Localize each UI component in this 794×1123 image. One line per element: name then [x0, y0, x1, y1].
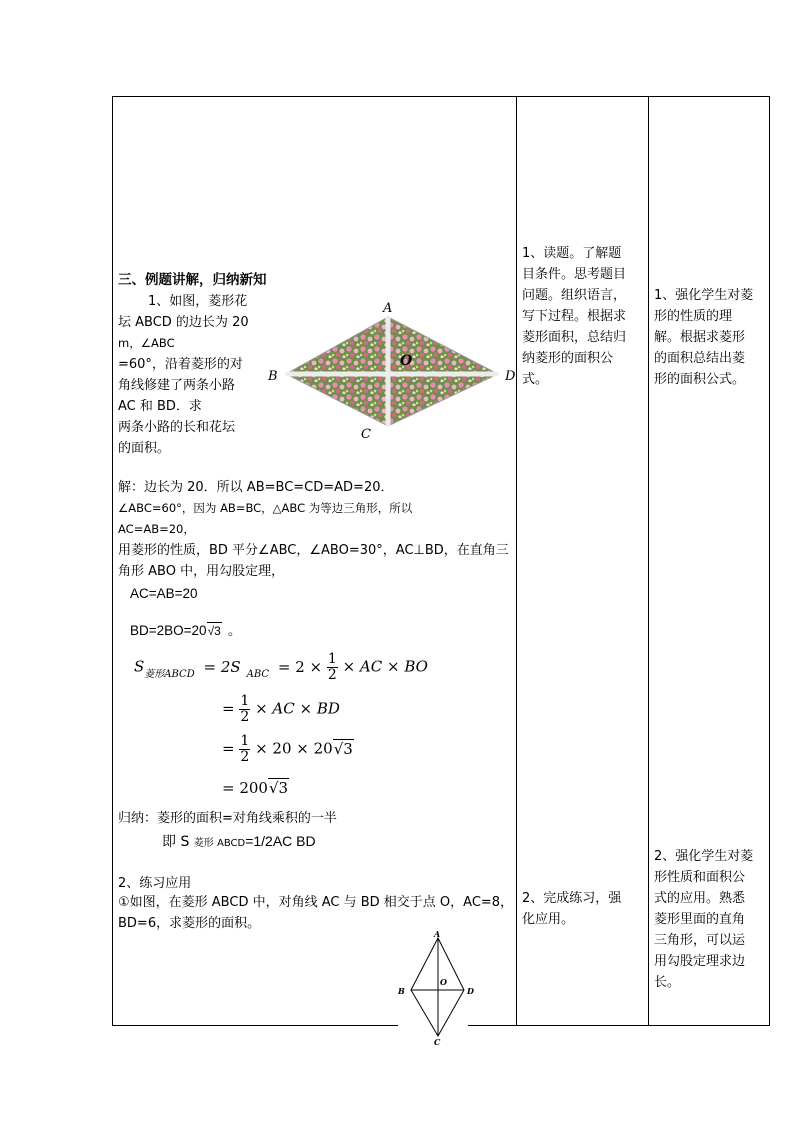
vertex-label-c: C [361, 427, 371, 442]
solution-line-4: 用菱形的性质，BD 平分∠ABC，∠ABO=30°，AC⊥BD，在直角三 [118, 543, 509, 558]
eq1-fraction [327, 652, 338, 683]
design-intent-line: 的面积总结出菱 [654, 351, 746, 366]
design-intent-line: 菱形里面的直角 [654, 912, 746, 927]
solution-line-1: 解：边长为 20．所以 AB=BC=CD=AD=20． [118, 480, 394, 495]
practice-title: 2、练习应用 [118, 876, 192, 891]
vertex-label-b: B [268, 369, 278, 384]
eq1-s: S [134, 657, 145, 676]
eq1-denominator: 2 [327, 667, 337, 683]
eq1-subscript: 菱形ABCD [144, 668, 195, 680]
problem-1-line: 1、如图，菱形花 [148, 294, 248, 309]
eq3-fraction [239, 734, 250, 765]
eq2-rest: × AC × BD [255, 699, 340, 718]
eq1-rhs-2: × AC × BO [342, 657, 428, 676]
problem-1-line: 两条小路的长和花坛 [118, 420, 236, 435]
practice-line-1: ①如图，在菱形 ABCD 中，对角线 AC 与 BD 相交于点 O，AC=8， [118, 895, 514, 910]
area-equation-2 [222, 694, 340, 725]
rhombus-abcd-figure [392, 928, 482, 1048]
design-intent-line: 长。 [654, 975, 681, 990]
eq2-equals: = [222, 699, 235, 718]
design-intent-line: 解。根据求菱形 [654, 330, 746, 345]
problem-1-line: m，∠ABC [118, 336, 175, 350]
design-intent-line: 形的面积公式。 [654, 372, 746, 387]
center-label-o: O [400, 353, 413, 369]
table-bottom-border-right [468, 1025, 770, 1026]
eq3-equals: = [222, 739, 235, 758]
area-equation-1 [134, 652, 428, 683]
student-activity-line: 写下过程。根据求 [522, 309, 627, 324]
solution-bd-equation [130, 622, 241, 639]
problem-1-line: AC 和 BD．求 [118, 399, 202, 414]
student-activity-line: 2、完成练习，强 [522, 891, 622, 906]
design-intent-1 [654, 285, 768, 390]
table-right-border [769, 96, 770, 1026]
eq1-subscript-2: ABC [246, 668, 270, 680]
problem-1-line: 的面积。 [118, 441, 171, 456]
design-intent-line: 1、强化学生对菱 [654, 288, 754, 303]
eq3-radicand: 3 [343, 739, 353, 758]
eq3-rest: × 20 × 20 [255, 739, 333, 758]
solution-line-3: AC=AB=20， [118, 522, 195, 536]
student-activity-line: 1、读题。了解题 [522, 246, 622, 261]
design-intent-line: 形性质和面积公 [654, 870, 746, 885]
area-equation-4 [222, 778, 289, 797]
problem-1-line: 坛 ABCD 的边长为 20 [118, 315, 249, 330]
student-activity-2 [522, 888, 646, 930]
center-label-o: O [440, 977, 447, 987]
rhombus-flowerbed-figure [262, 298, 522, 446]
problem-1-text [118, 291, 268, 459]
problem-1-line: 角线修建了两条小路 [118, 378, 236, 393]
design-intent-line: 用勾股定理求边 [654, 954, 746, 969]
student-activity-line: 纳菱形的面积公 [522, 351, 614, 366]
summary-subscript: 菱形 ABCD [193, 838, 246, 849]
eq1-numerator: 1 [327, 651, 337, 667]
vertex-label-b: B [398, 986, 405, 996]
problem-1-line: =60°，沿着菱形的对 [118, 357, 243, 372]
design-intent-2 [654, 846, 768, 993]
eq3-numerator: 1 [240, 733, 250, 749]
summary-line-2 [162, 833, 316, 852]
eq2-numerator: 1 [240, 693, 250, 709]
eq1-mid: = 2S [203, 657, 241, 676]
eq1-rhs-1: = 2 × [277, 657, 323, 676]
vertex-label-d: D [467, 986, 474, 996]
vertex-label-c: C [434, 1037, 441, 1047]
eq3-denominator: 2 [240, 749, 250, 765]
student-activity-line: 式。 [522, 372, 549, 387]
eq4-radical: √3 [268, 779, 289, 797]
student-activity-line: 菱形面积，总结归 [522, 330, 627, 345]
vertex-label-d: D [505, 369, 516, 384]
design-intent-line: 2、强化学生对菱 [654, 849, 754, 864]
solution-line-2: ∠ABC=60°，因为 AB=BC，△ABC 为等边三角形，所以 [118, 501, 413, 515]
section-title: 三、例题讲解，归纳新知 [118, 272, 267, 288]
design-intent-line: 式的应用。熟悉 [654, 891, 746, 906]
student-activity-line: 目条件。思考题目 [522, 267, 627, 282]
bd-radicand: 3 [214, 624, 221, 638]
eq4-value: = 200 [222, 779, 268, 797]
table-top-border [112, 96, 770, 97]
summary-s: 即 S [162, 834, 194, 850]
design-intent-line: 三角形，可以运 [654, 933, 746, 948]
eq2-denominator: 2 [240, 709, 250, 725]
bd-suffix: 。 [227, 623, 242, 638]
eq3-radical: √3 [333, 739, 353, 758]
solution-line-5: 角形 ABO 中，用勾股定理， [118, 564, 285, 579]
student-activity-1 [522, 243, 646, 390]
solution-ac-equation: AC=AB=20 [130, 586, 198, 601]
vertex-label-a: A [383, 301, 393, 316]
bd-radical: √3 [207, 624, 221, 638]
bd-prefix: BD=2BO=20 [130, 623, 207, 638]
area-equation-3 [222, 734, 354, 765]
student-activity-line: 问题。组织语言， [522, 288, 627, 303]
practice-line-2: BD=6，求菱形的面积。 [118, 916, 261, 931]
column-divider-2 [648, 96, 649, 1026]
table-bottom-border-left [112, 1025, 398, 1026]
eq2-fraction [239, 694, 250, 725]
summary-line-1: 归纳：菱形的面积=对角线乘积的一半 [118, 811, 337, 826]
column-divider-1 [516, 96, 517, 1026]
summary-formula: =1/2AC BD [245, 833, 316, 849]
vertex-label-a: A [434, 929, 441, 939]
table-left-border [112, 96, 113, 1026]
design-intent-line: 形的性质的理 [654, 309, 733, 324]
eq4-radicand: 3 [278, 779, 289, 797]
student-activity-line: 化应用。 [522, 912, 575, 927]
